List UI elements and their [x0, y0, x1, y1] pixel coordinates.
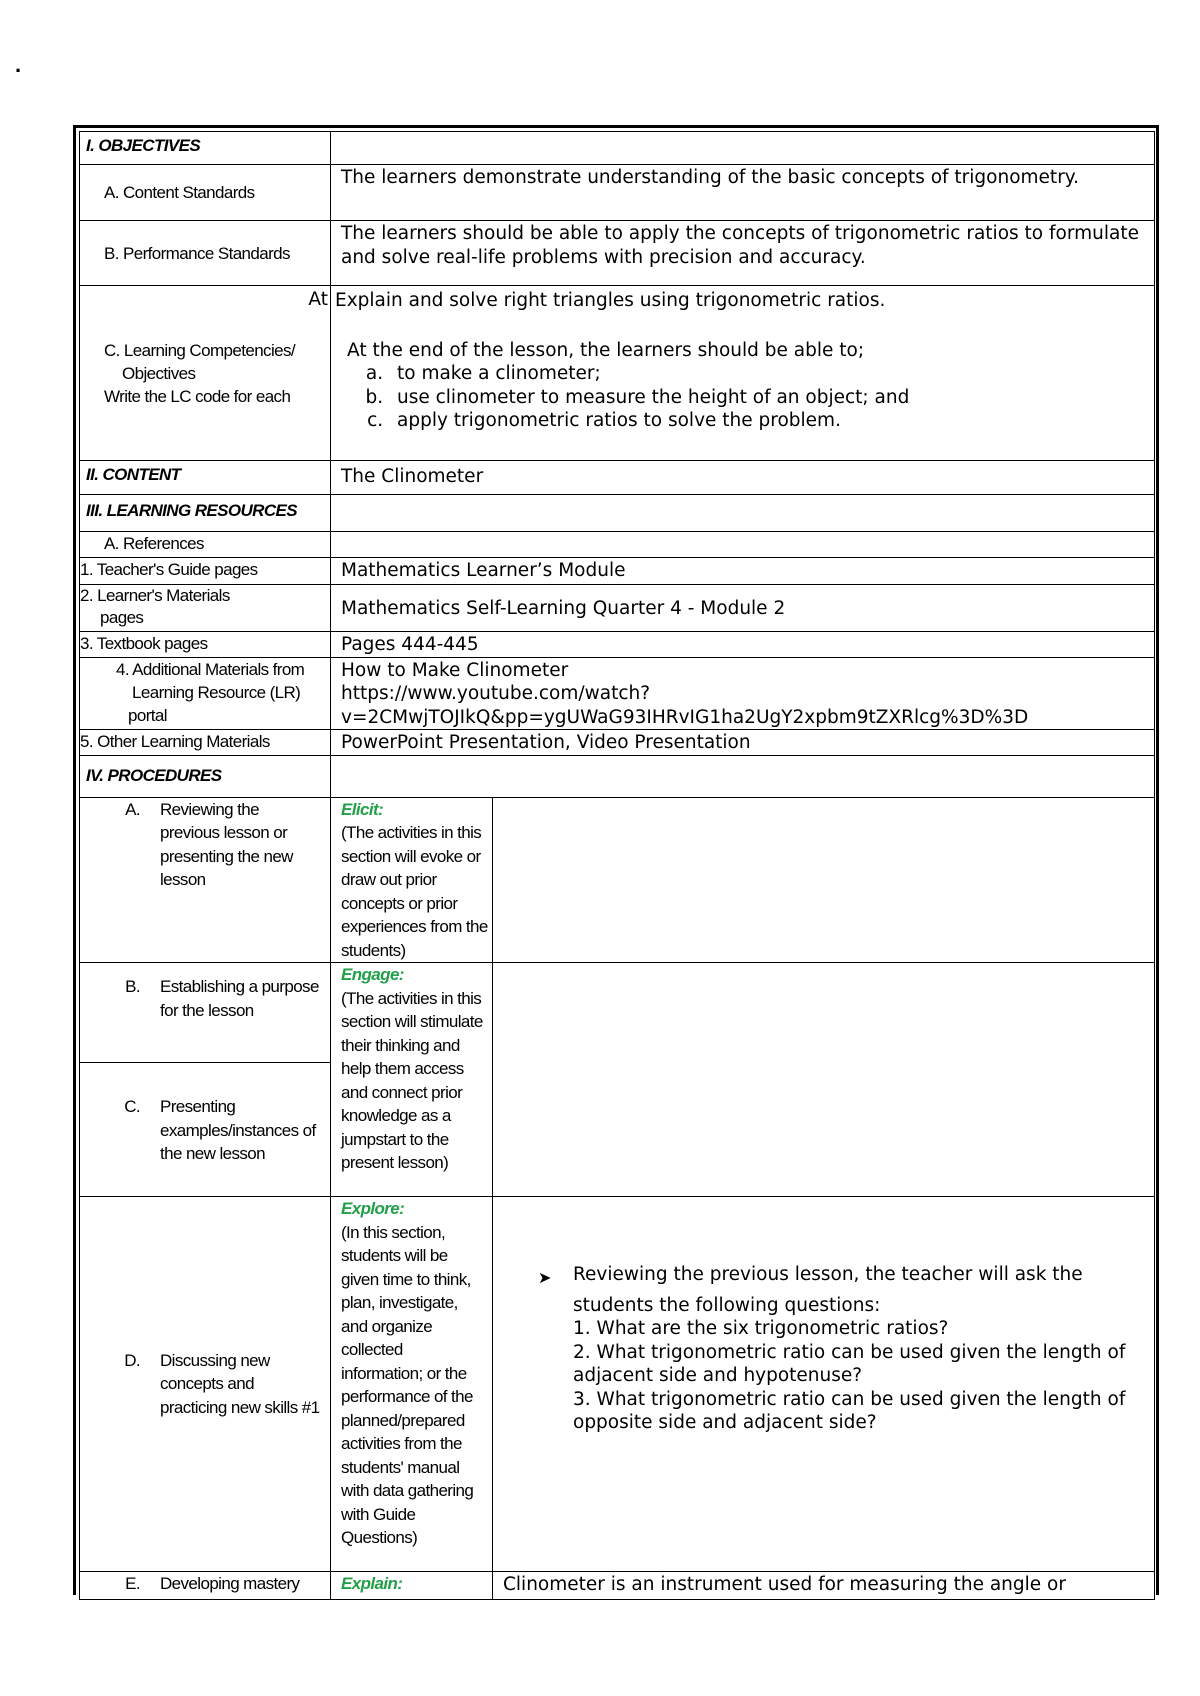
resources-title: III. LEARNING RESOURCES: [80, 495, 331, 532]
review-question: 1. What are the six trigonometric ratios?: [573, 1318, 949, 1339]
procedure-d-content: [493, 1197, 1155, 1572]
procedure-bc-content: [493, 963, 1155, 1197]
objective-item: c. apply trigonometric ratios to solve the problem.: [389, 409, 1148, 433]
lesson-plan-table: [79, 131, 1155, 1600]
content-standards-label: A. Content Standards: [80, 165, 331, 221]
objectives-title: I. OBJECTIVES: [80, 132, 331, 165]
other-materials-value: PowerPoint Presentation, Video Presentation: [331, 730, 1155, 756]
procedure-e-letter: E.: [125, 1574, 140, 1593]
objectives-intro: At the end of the lesson, the learners should be able to;: [347, 339, 865, 361]
procedure-e-label: [80, 1572, 330, 1596]
resources-header-row: [80, 495, 1155, 532]
review-question: 3. What trigonometric ratio can be used given the length of opposite side and adjacent side?: [573, 1388, 1126, 1433]
elicit-title: Elicit:: [341, 799, 384, 819]
objectives-header-empty: [331, 132, 1155, 165]
content-value: The Clinometer: [331, 461, 1155, 495]
procedure-d-row: [80, 1197, 1155, 1572]
resources-header-empty: [331, 495, 1155, 532]
engage-description: (The activities in this section will stimulate their thinking and help them access and connect prior knowledge as a jumpstart to the present lesson): [341, 988, 483, 1172]
procedure-a-text: Reviewing the previous lesson or presenting the new lesson: [160, 799, 293, 889]
procedure-a-row: [80, 797, 1155, 963]
procedure-c-text: Presenting examples/instances of the new lesson: [160, 1097, 316, 1163]
review-intro-continued: students the following questions:: [573, 1294, 881, 1316]
procedure-e-label-cell: [80, 1572, 331, 1600]
performance-standards-value: The learners should be able to apply the concepts of trigonometric ratios to formulate and solve real-life problems with precision and accuracy.: [331, 221, 1155, 286]
learners-materials-value: Mathematics Self-Learning Quarter 4 - Module 2: [331, 585, 1155, 632]
competencies-label-line-2: Objectives: [122, 364, 196, 383]
additional-materials-value: [331, 657, 1155, 730]
learners-materials-label-line-1: 2. Learner's Materials: [80, 586, 230, 605]
textbook-value: Pages 444-445: [331, 632, 1155, 658]
procedure-b-label-cell: [80, 963, 331, 1063]
additional-value-link[interactable]: https://www.youtube.com/watch?: [341, 683, 651, 704]
procedure-a-letter: A.: [125, 799, 140, 819]
references-empty: [331, 532, 1155, 558]
competencies-label-cell: [80, 286, 331, 461]
competency-main: Explain and solve right triangles using trigonometric ratios.: [335, 290, 886, 311]
procedure-a-label-cell: [80, 797, 331, 963]
procedures-header-row: [80, 755, 1155, 797]
procedure-b-text: Establishing a purpose for the lesson: [160, 977, 319, 1020]
performance-standards-row: [80, 221, 1155, 286]
references-row: [80, 532, 1155, 558]
procedure-b-label: [80, 963, 330, 1022]
competencies-label: [104, 339, 295, 408]
competencies-value: [331, 286, 1155, 461]
teachers-guide-row: [80, 558, 1155, 585]
content-row: [80, 461, 1155, 495]
engage-cell: [331, 963, 493, 1197]
additional-label-line-3: portal: [128, 705, 167, 725]
additional-value-link-query[interactable]: v=2CMwjTOJIkQ&pp=ygUWaG93IHRvIG1ha2UgY2xpbm9tZXRlcg%3D%3D: [341, 706, 1029, 728]
review-intro-text: Reviewing the previous lesson, the teacher will ask the: [573, 1264, 1083, 1285]
procedures-header-empty: [331, 755, 1155, 797]
explore-cell: [331, 1197, 493, 1572]
procedure-b-row: [80, 963, 1155, 1063]
explain-cell: [331, 1572, 493, 1600]
procedure-b-letter: B.: [125, 977, 140, 996]
procedure-c-letter: C.: [124, 1097, 140, 1116]
explore-title: Explore:: [341, 1199, 405, 1218]
review-question-block: [538, 1290, 1144, 1435]
objective-item: b. use clinometer to measure the height of an object; and: [389, 386, 1148, 410]
procedure-d-letter: D.: [124, 1350, 140, 1370]
references-label: A. References: [80, 532, 331, 558]
learners-materials-row: [80, 585, 1155, 632]
textbook-row: [80, 632, 1155, 658]
other-materials-row: [80, 730, 1155, 756]
additional-label-line-2: Learning Resource (LR): [132, 682, 301, 702]
learners-materials-label-line-2: pages: [100, 608, 144, 627]
arrow-bullet-icon: ➤: [538, 1268, 552, 1287]
procedure-d-label: [80, 1349, 330, 1420]
procedure-c-label: [80, 1063, 330, 1166]
textbook-label: 3. Textbook pages: [80, 632, 331, 658]
content-title: II. CONTENT: [80, 461, 331, 495]
procedure-d-text: Discussing new concepts and practicing new skills #1: [160, 1350, 320, 1417]
content-standards-value: The learners demonstrate understanding of the basic concepts of trigonometry.: [331, 165, 1155, 221]
explain-title: Explain:: [341, 1574, 403, 1593]
procedure-a-label: [80, 798, 330, 892]
elicit-cell: [331, 797, 493, 963]
competencies-label-line-1: C. Learning Competencies/: [104, 341, 296, 360]
learners-materials-label: [80, 585, 331, 632]
teachers-guide-value: Mathematics Learner’s Module: [331, 558, 1155, 585]
competencies-row: [80, 286, 1155, 461]
engage-title: Engage:: [341, 965, 404, 984]
elicit-description: (The activities in this section will evoke or draw out prior concepts or prior experiences from the students): [341, 823, 488, 960]
teachers-guide-label: 1. Teacher's Guide pages: [80, 558, 331, 585]
additional-materials-row: [80, 657, 1155, 730]
page-marker: .: [15, 52, 22, 77]
additional-value-title: How to Make Clinometer: [341, 659, 569, 681]
additional-label-line-1: 4. Additional Materials from: [116, 659, 305, 679]
other-materials-label: 5. Other Learning Materials: [80, 730, 331, 756]
objectives-header-row: [80, 132, 1155, 165]
content-standards-row: [80, 165, 1155, 221]
procedures-title: IV. PROCEDURES: [80, 755, 331, 797]
competencies-label-line-3: Write the LC code for each: [104, 387, 291, 406]
competencies-stray-text: At: [308, 289, 328, 310]
review-question: 2. What trigonometric ratio can be used given the length of adjacent side and hypotenuse?: [573, 1341, 1126, 1386]
procedure-c-label-cell: [80, 1063, 331, 1197]
objective-item: a. to make a clinometer;: [389, 362, 1148, 386]
procedure-a-content: [493, 797, 1155, 963]
objective-list: [335, 362, 1148, 433]
procedure-e-content: Clinometer is an instrument used for measuring the angle or: [493, 1572, 1155, 1600]
procedure-e-text: Developing mastery: [160, 1574, 300, 1593]
procedure-e-row: [80, 1572, 1155, 1600]
performance-standards-label: B. Performance Standards: [80, 221, 331, 286]
explore-description: (In this section, students will be given time to think, plan, investigate, and organize collected information; or the performance of the planned/prepared activities from the students' manual with data gathering with Guide Questions): [341, 1222, 474, 1547]
review-intro: [538, 1263, 1144, 1290]
review-questions: [538, 1263, 1144, 1435]
additional-materials-label: [80, 657, 331, 730]
procedure-d-label-cell: [80, 1197, 331, 1572]
